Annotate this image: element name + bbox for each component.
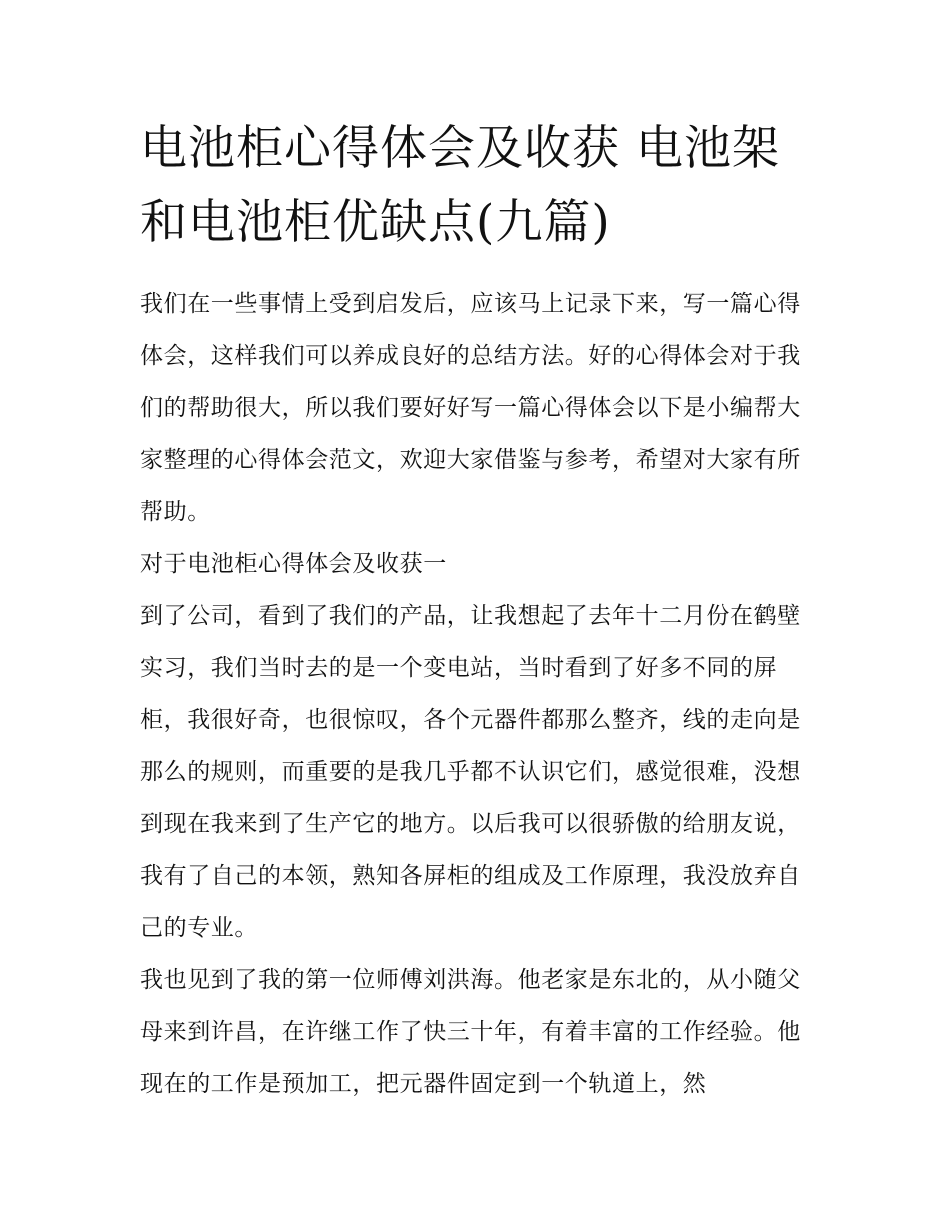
document-title: 电池柜心得体会及收获 电池架和电池柜优缺点(九篇) [140,121,780,250]
document-page [140,112,816,1110]
intro-paragraph: 我们在一些事情上受到启发后，应该马上记录下来，写一篇心得体会，这样我们可以养成良好的总结方法。好的心得体会对于我们的帮助很大，所以我们要好好写一篇心得体会以下是小编帮大家整理的心得体会范文，欢迎大家借鉴与参考，希望对大家有所帮助。 [140,291,801,525]
section-heading: 对于电池柜心得体会及收获一 [140,551,447,577]
body-paragraph-2: 我也见到了我的第一位师傅刘洪海。他老家是东北的，从小随父母来到许昌，在许继工作了快三十年，有着丰富的工作经验。他现在的工作是预加工，把元器件固定到一个轨道上，然 [140,967,801,1097]
body-paragraph-1: 到了公司，看到了我们的产品，让我想起了去年十二月份在鹤壁实习，我们当时去的是一个变电站，当时看到了好多不同的屏柜，我很好奇，也很惊叹，各个元器件都那么整齐，线的走向是那么的规则，而重要的是我几乎都不认识它们，感觉很难，没想到现在我来到了生产它的地方。以后我可以很骄傲的给朋友说，我有了自己的本领，熟知各屏柜的组成及工作原理，我没放弃自己的专业。 [140,603,801,941]
